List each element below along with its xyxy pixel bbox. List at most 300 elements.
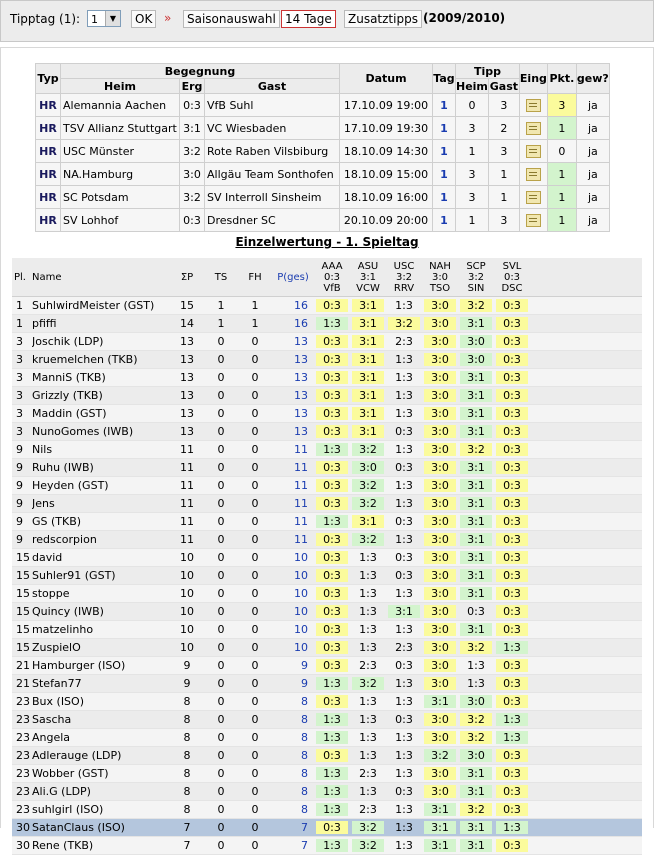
rank-tip: 3:0 — [424, 389, 456, 402]
rank-tip-cell — [350, 351, 386, 369]
rank-pl: 21 — [12, 657, 32, 675]
game-4-l3: TSO — [429, 282, 451, 294]
rank-tip-cell — [458, 549, 494, 567]
rank-tip: 1:3 — [467, 677, 485, 690]
rank-tip-cell — [494, 531, 530, 549]
rank-ts: 0 — [204, 441, 238, 459]
rank-tip: 1:3 — [359, 623, 377, 636]
match-tag: 1 — [433, 186, 456, 209]
rank-name: suhlgirl (ISO) — [32, 801, 170, 819]
game-1-l3: VfB — [323, 282, 341, 294]
rank-ts: 0 — [204, 603, 238, 621]
rank-spacer — [530, 819, 642, 837]
rank-tip-cell — [350, 477, 386, 495]
rank-spacer — [530, 675, 642, 693]
rank-name: GS (TKB) — [32, 513, 170, 531]
rank-tip-cell — [350, 333, 386, 351]
rank-tip-cell — [458, 351, 494, 369]
rank-tip: 3:2 — [460, 443, 492, 456]
rank-sum: 7 — [170, 837, 204, 855]
rank-sum: 11 — [170, 531, 204, 549]
rank-tip-cell — [350, 765, 386, 783]
rank-tip-cell — [422, 531, 458, 549]
rank-pges: 10 — [272, 639, 314, 657]
rank-ts: 0 — [204, 675, 238, 693]
match-row — [36, 163, 610, 186]
rank-tip-cell — [494, 621, 530, 639]
rank-tip: 3:0 — [424, 443, 456, 456]
rank-tip: 3:1 — [460, 407, 492, 420]
rank-tip-cell — [386, 495, 422, 513]
rank-pl: 9 — [12, 477, 32, 495]
rank-tip: 0:3 — [316, 587, 348, 600]
rank-tip-cell — [386, 315, 422, 333]
match-typ: HR — [36, 94, 61, 117]
match-eing[interactable] — [519, 186, 547, 209]
rank-tip-cell — [386, 603, 422, 621]
rank-pl: 3 — [12, 333, 32, 351]
rank-pges: 8 — [272, 765, 314, 783]
rank-tip-cell — [314, 639, 350, 657]
rank-tip: 3:1 — [460, 389, 492, 402]
rank-pges: 8 — [272, 747, 314, 765]
match-pkt: 1 — [547, 209, 576, 232]
rank-tip-cell — [386, 351, 422, 369]
rank-tip: 0:3 — [496, 533, 528, 546]
rank-tip: 3:2 — [352, 839, 384, 852]
rank-tip: 1:3 — [395, 371, 413, 384]
note-icon[interactable] — [526, 191, 541, 204]
rank-tip: 3:2 — [352, 677, 384, 690]
match-tipp-heim: 1 — [456, 209, 489, 232]
rank-spacer — [530, 747, 642, 765]
match-pkt: 1 — [547, 186, 576, 209]
rank-tip: 1:3 — [316, 767, 348, 780]
match-tipp-heim: 1 — [456, 140, 489, 163]
rank-tip: 3:1 — [424, 821, 456, 834]
col-pl: Pl. — [12, 258, 32, 297]
rank-name: Nils — [32, 441, 170, 459]
rank-name: Heyden (GST) — [32, 477, 170, 495]
ranking-row — [12, 297, 642, 315]
rank-sum: 14 — [170, 315, 204, 333]
rank-ts: 0 — [204, 747, 238, 765]
rank-fh: 0 — [238, 441, 272, 459]
ranking-row — [12, 369, 642, 387]
rank-tip: 1:3 — [395, 749, 413, 762]
rank-fh: 0 — [238, 423, 272, 441]
rank-tip: 1:3 — [395, 407, 413, 420]
rank-ts: 0 — [204, 819, 238, 837]
rank-tip-cell — [494, 333, 530, 351]
rank-tip-cell — [422, 369, 458, 387]
rank-tip: 0:3 — [496, 425, 528, 438]
rank-pl: 23 — [12, 693, 32, 711]
rank-tip: 1:3 — [395, 497, 413, 510]
rank-fh: 0 — [238, 783, 272, 801]
rank-pl: 15 — [12, 639, 32, 657]
rank-spacer — [530, 315, 642, 333]
rank-tip: 3:1 — [352, 389, 384, 402]
rank-tip-cell — [422, 837, 458, 855]
match-eing[interactable] — [519, 94, 547, 117]
rank-tip: 0:3 — [316, 623, 348, 636]
rank-tip: 3:2 — [460, 299, 492, 312]
rank-ts: 0 — [204, 495, 238, 513]
rank-tip: 3:0 — [424, 497, 456, 510]
rank-tip: 3:2 — [352, 443, 384, 456]
rank-tip: 2:3 — [395, 335, 413, 348]
rank-tip-cell — [458, 801, 494, 819]
match-erg: 0:3 — [180, 209, 205, 232]
rank-tip-cell — [350, 549, 386, 567]
rank-pl: 23 — [12, 765, 32, 783]
rank-name: Maddin (GST) — [32, 405, 170, 423]
rank-tip: 0:3 — [496, 497, 528, 510]
rank-tip: 3:0 — [460, 749, 492, 762]
rank-sum: 11 — [170, 477, 204, 495]
rank-tip: 3:1 — [352, 425, 384, 438]
col-begegnung: Begegnung — [61, 64, 340, 79]
rank-tip-cell — [422, 549, 458, 567]
rank-tip: 1:3 — [395, 731, 413, 744]
rank-tip: 0:3 — [395, 569, 413, 582]
rank-spacer — [530, 495, 642, 513]
game-5-l2: 3:2 — [467, 271, 485, 283]
rank-tip-cell — [458, 621, 494, 639]
col-pges: P(ges) — [272, 258, 314, 297]
rank-tip: 3:2 — [352, 821, 384, 834]
match-tipp-gast: 2 — [488, 117, 519, 140]
match-erg: 3:2 — [180, 140, 205, 163]
ranking-row — [12, 837, 642, 855]
rank-fh: 0 — [238, 837, 272, 855]
rank-spacer — [530, 783, 642, 801]
rank-tip-cell — [314, 765, 350, 783]
rank-pges: 11 — [272, 495, 314, 513]
rank-fh: 0 — [238, 405, 272, 423]
rank-tip-cell — [314, 495, 350, 513]
rank-spacer — [530, 387, 642, 405]
zusatztipps-button[interactable]: Zusatztipps — [344, 10, 422, 28]
rank-tip-cell — [458, 819, 494, 837]
rank-tip-cell — [422, 405, 458, 423]
rank-spacer — [530, 765, 642, 783]
rank-tip-cell — [458, 531, 494, 549]
rank-tip: 3:0 — [424, 677, 456, 690]
rank-tip: 3:0 — [424, 569, 456, 582]
rank-tip: 0:3 — [316, 407, 348, 420]
rank-pges: 10 — [272, 549, 314, 567]
rank-sum: 11 — [170, 441, 204, 459]
rank-ts: 0 — [204, 549, 238, 567]
match-tipp-gast: 3 — [488, 140, 519, 163]
rank-sum: 10 — [170, 549, 204, 567]
rank-tip-cell — [314, 603, 350, 621]
rank-tip-cell — [422, 441, 458, 459]
rank-tip-cell — [314, 459, 350, 477]
match-eing[interactable] — [519, 140, 547, 163]
rank-tip: 0:3 — [316, 533, 348, 546]
match-tag: 1 — [433, 209, 456, 232]
ranking-row — [12, 423, 642, 441]
rank-pges: 9 — [272, 657, 314, 675]
rank-tip: 0:3 — [496, 749, 528, 762]
rank-sum: 8 — [170, 765, 204, 783]
rank-tip: 1:3 — [496, 641, 528, 654]
rank-ts: 0 — [204, 639, 238, 657]
rank-spacer — [530, 531, 642, 549]
rank-tip-cell — [386, 333, 422, 351]
rank-tip-cell — [314, 819, 350, 837]
rank-sum: 10 — [170, 567, 204, 585]
rank-tip-cell — [350, 513, 386, 531]
rank-name: Wobber (GST) — [32, 765, 170, 783]
rank-tip: 0:3 — [316, 461, 348, 474]
rank-pl: 9 — [12, 441, 32, 459]
match-typ: HR — [36, 209, 61, 232]
match-tipp-gast: 3 — [488, 94, 519, 117]
rank-pges: 16 — [272, 297, 314, 315]
rank-ts: 0 — [204, 387, 238, 405]
rank-tip-cell — [458, 405, 494, 423]
rank-fh: 0 — [238, 675, 272, 693]
rank-ts: 0 — [204, 333, 238, 351]
rank-tip-cell — [350, 297, 386, 315]
rank-tip: 0:3 — [496, 335, 528, 348]
rank-sum: 9 — [170, 675, 204, 693]
rank-tip-cell — [494, 441, 530, 459]
match-eing[interactable] — [519, 117, 547, 140]
rank-tip: 3:1 — [460, 785, 492, 798]
rank-tip-cell — [386, 531, 422, 549]
rank-tip: 3:0 — [424, 407, 456, 420]
rank-name: Jens — [32, 495, 170, 513]
col-game-4 — [422, 258, 458, 297]
rank-pl: 21 — [12, 675, 32, 693]
ranking-row — [12, 549, 642, 567]
rank-pl: 23 — [12, 747, 32, 765]
rank-tip-cell — [386, 477, 422, 495]
rank-tip-cell — [386, 369, 422, 387]
rank-tip: 0:3 — [496, 479, 528, 492]
14-tage-button[interactable]: 14 Tage — [281, 10, 336, 28]
ranking-row — [12, 513, 642, 531]
rank-tip: 3:0 — [424, 317, 456, 330]
saisonauswahl-button[interactable]: Saisonauswahl — [183, 10, 280, 28]
rank-spacer — [530, 837, 642, 855]
rank-name: Grizzly (TKB) — [32, 387, 170, 405]
rank-tip-cell — [494, 369, 530, 387]
rank-pl: 3 — [12, 387, 32, 405]
rank-fh: 0 — [238, 567, 272, 585]
rank-ts: 0 — [204, 459, 238, 477]
rank-tip-cell — [494, 801, 530, 819]
rank-tip-cell — [422, 819, 458, 837]
rank-name: david — [32, 549, 170, 567]
col-game-2 — [350, 258, 386, 297]
rank-tip-cell — [422, 747, 458, 765]
col-ts: TS — [204, 258, 238, 297]
rank-tip: 3:0 — [424, 299, 456, 312]
rank-tip-cell — [458, 513, 494, 531]
rank-tip-cell — [386, 405, 422, 423]
rank-tip-cell — [458, 585, 494, 603]
rank-tip-cell — [422, 603, 458, 621]
match-gew: ja — [576, 209, 609, 232]
ranking-row — [12, 441, 642, 459]
ranking-row — [12, 639, 642, 657]
rank-pges: 7 — [272, 837, 314, 855]
rank-tip-cell — [314, 621, 350, 639]
rank-tip: 0:3 — [496, 839, 528, 852]
rank-tip: 3:0 — [424, 641, 456, 654]
rank-tip: 0:3 — [496, 443, 528, 456]
rank-name: Sascha — [32, 711, 170, 729]
rank-name: SuhlwirdMeister (GST) — [32, 297, 170, 315]
rank-sum: 8 — [170, 711, 204, 729]
note-icon[interactable] — [526, 99, 541, 112]
game-4-l2: 3:0 — [431, 271, 449, 283]
rank-tip-cell — [422, 675, 458, 693]
rank-ts: 0 — [204, 477, 238, 495]
ranking-row — [12, 747, 642, 765]
rank-tip: 3:1 — [460, 425, 492, 438]
rank-sum: 8 — [170, 747, 204, 765]
note-icon[interactable] — [526, 214, 541, 227]
rank-tip-cell — [314, 423, 350, 441]
rank-sum: 8 — [170, 801, 204, 819]
rank-tip: 0:3 — [316, 371, 348, 384]
rank-tip-cell — [458, 495, 494, 513]
rank-tip-cell — [494, 585, 530, 603]
rank-tip: 3:0 — [424, 605, 456, 618]
rank-tip: 3:2 — [460, 641, 492, 654]
match-eing[interactable] — [519, 163, 547, 186]
rank-tip: 3:1 — [460, 767, 492, 780]
rank-tip: 1:3 — [395, 695, 413, 708]
rank-tip-cell — [350, 783, 386, 801]
rank-spacer — [530, 549, 642, 567]
rank-pges: 8 — [272, 693, 314, 711]
match-gew: ja — [576, 163, 609, 186]
rank-tip-cell — [314, 531, 350, 549]
rank-tip-cell — [458, 333, 494, 351]
rank-tip-cell — [494, 495, 530, 513]
rank-sum: 11 — [170, 459, 204, 477]
rank-tip: 0:3 — [316, 425, 348, 438]
rank-tip-cell — [494, 297, 530, 315]
rank-tip: 0:3 — [316, 551, 348, 564]
match-heim: TSV Allianz Stuttgart — [61, 117, 180, 140]
rank-pges: 8 — [272, 729, 314, 747]
chevron-down-icon[interactable]: ▼ — [105, 11, 120, 26]
separator-arrow: » — [164, 11, 172, 25]
rank-tip: 3:0 — [424, 335, 456, 348]
rank-tip: 1:3 — [316, 839, 348, 852]
rank-name: Ali.G (LDP) — [32, 783, 170, 801]
note-icon[interactable] — [526, 168, 541, 181]
rank-tip-cell — [386, 819, 422, 837]
rank-tip: 3:2 — [352, 479, 384, 492]
rank-tip-cell — [350, 621, 386, 639]
rank-fh: 0 — [238, 513, 272, 531]
rank-name: Suhler91 (GST) — [32, 567, 170, 585]
match-heim: SV Lohhof — [61, 209, 180, 232]
rank-ts: 0 — [204, 351, 238, 369]
rank-tip: 3:1 — [460, 371, 492, 384]
rank-tip: 3:1 — [460, 551, 492, 564]
rank-tip-cell — [458, 837, 494, 855]
rank-tip-cell — [350, 423, 386, 441]
rank-tip: 3:0 — [424, 587, 456, 600]
match-datum: 18.10.09 16:00 — [340, 186, 433, 209]
col-spacer — [530, 258, 642, 297]
rank-pges: 11 — [272, 477, 314, 495]
rank-spacer — [530, 801, 642, 819]
match-gew: ja — [576, 117, 609, 140]
ok-button[interactable]: OK — [131, 10, 156, 28]
rank-tip: 2:3 — [359, 803, 377, 816]
rank-sum: 10 — [170, 603, 204, 621]
rank-tip: 3:1 — [460, 461, 492, 474]
note-icon[interactable] — [526, 145, 541, 158]
rank-sum: 15 — [170, 297, 204, 315]
rank-tip: 1:3 — [316, 803, 348, 816]
rank-fh: 0 — [238, 693, 272, 711]
ranking-row — [12, 729, 642, 747]
rank-ts: 0 — [204, 801, 238, 819]
col-sum: ΣP — [170, 258, 204, 297]
rank-tip: 3:0 — [424, 461, 456, 474]
match-eing[interactable] — [519, 209, 547, 232]
match-gast: Dresdner SC — [205, 209, 340, 232]
rank-tip-cell — [314, 441, 350, 459]
match-row — [36, 140, 610, 163]
rank-sum: 10 — [170, 621, 204, 639]
rank-tip-cell — [494, 423, 530, 441]
col-heim: Heim — [61, 79, 180, 94]
rank-tip: 0:3 — [316, 749, 348, 762]
rank-pges: 13 — [272, 351, 314, 369]
rank-tip: 3:1 — [460, 479, 492, 492]
ranking-table — [12, 258, 642, 855]
note-icon[interactable] — [526, 122, 541, 135]
rank-pl: 9 — [12, 531, 32, 549]
match-erg: 3:1 — [180, 117, 205, 140]
rank-tip-cell — [350, 603, 386, 621]
ranking-row — [12, 477, 642, 495]
col-tipp-gast: Gast — [489, 79, 519, 93]
rank-tip: 2:3 — [395, 641, 413, 654]
rank-tip-cell — [458, 441, 494, 459]
rank-tip-cell — [314, 657, 350, 675]
rank-pl: 9 — [12, 459, 32, 477]
rank-tip: 0:3 — [496, 695, 528, 708]
rank-tip: 0:3 — [496, 371, 528, 384]
match-datum: 18.10.09 14:30 — [340, 140, 433, 163]
rank-tip-cell — [350, 585, 386, 603]
rank-tip: 0:3 — [496, 623, 528, 636]
rank-tip-cell — [422, 459, 458, 477]
tipptag-select[interactable] — [87, 10, 121, 27]
rank-tip-cell — [458, 639, 494, 657]
rank-tip-cell — [314, 351, 350, 369]
rank-spacer — [530, 693, 642, 711]
rank-tip-cell — [458, 459, 494, 477]
rank-tip: 0:3 — [496, 767, 528, 780]
rank-name: Bux (ISO) — [32, 693, 170, 711]
